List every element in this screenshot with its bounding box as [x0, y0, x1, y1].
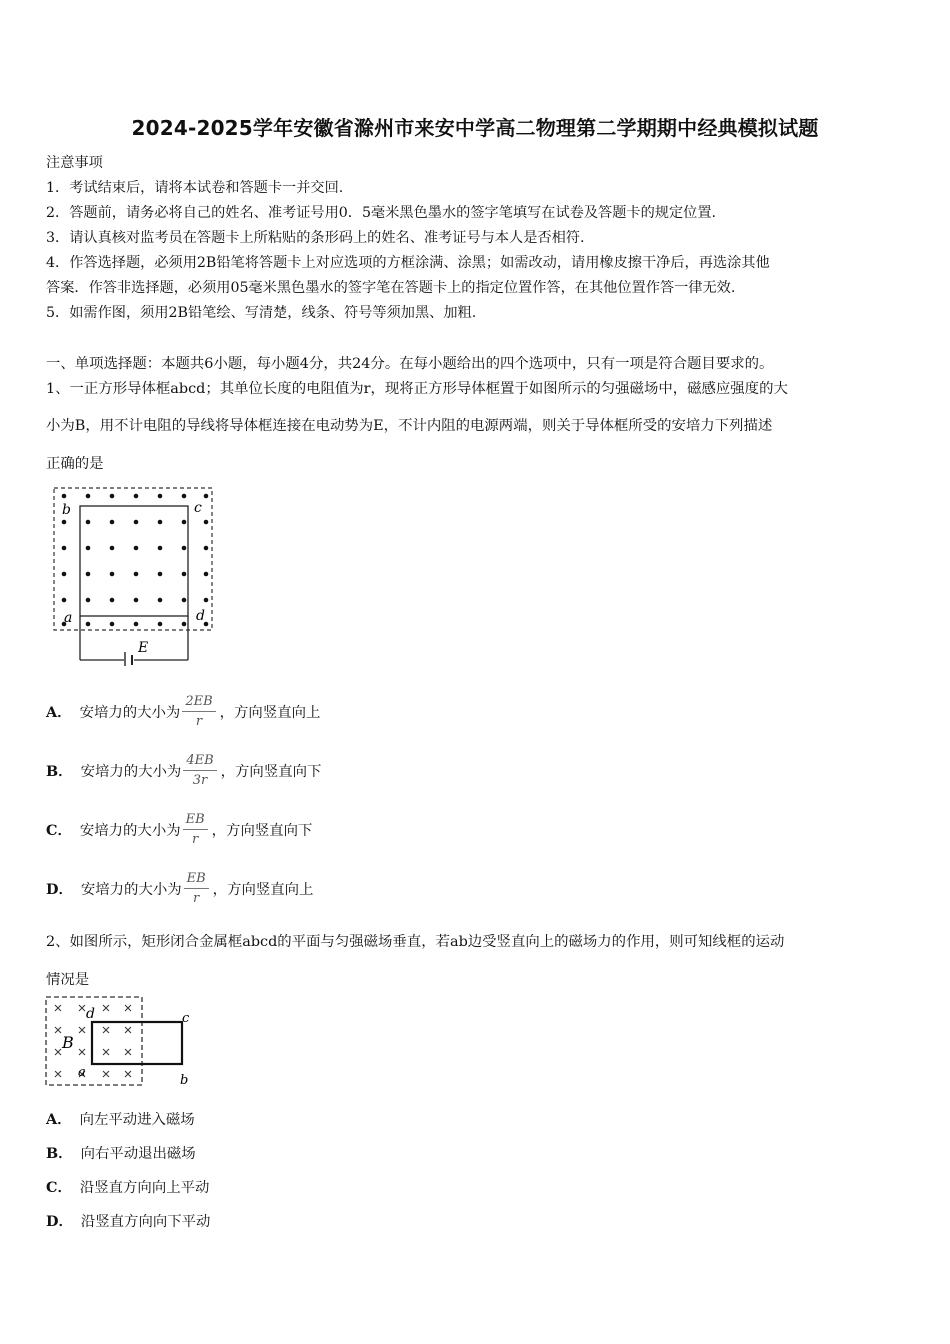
- option-suffix: ，方向竖直向上: [219, 705, 321, 721]
- fraction-denominator: r: [195, 714, 203, 729]
- fraction-numerator: 2EB: [182, 694, 215, 712]
- question-1-figure: [50, 484, 220, 666]
- fraction-numerator: 4EB: [183, 753, 216, 771]
- field-dot: [134, 572, 139, 577]
- label-d: d: [86, 1006, 95, 1022]
- field-cross: [125, 1027, 131, 1033]
- label-b: b: [180, 1073, 189, 1088]
- section-heading: 一、单项选择题：本题共6小题，每小题4分，共24分。在每小题给出的四个选项中，只有一项是符合题目要求的。: [46, 356, 774, 372]
- field-cross: [125, 1071, 131, 1077]
- field-dot: [110, 546, 115, 551]
- label-B: B: [62, 1033, 74, 1052]
- field-dot: [204, 520, 209, 525]
- field-cross: [103, 1005, 109, 1011]
- question-2-option-d[interactable]: [46, 1210, 210, 1231]
- label-c: c: [182, 1011, 190, 1026]
- field-dot: [86, 494, 91, 499]
- question-2-text: 情况是: [46, 972, 90, 988]
- label-d: d: [196, 608, 205, 624]
- field-cross: [55, 1005, 61, 1011]
- fraction: [182, 694, 215, 729]
- field-dot: [158, 598, 163, 603]
- field-dot: [110, 520, 115, 525]
- option-label: C．: [46, 822, 72, 839]
- field-dot: [158, 520, 163, 525]
- field-dot: [182, 546, 187, 551]
- option-label: B．: [46, 1145, 73, 1162]
- option-suffix: ，方向竖直向上: [212, 882, 314, 898]
- field-dot: [158, 546, 163, 551]
- field-dot: [86, 520, 91, 525]
- field-dot: [110, 572, 115, 577]
- label-E: E: [138, 640, 149, 656]
- fraction-numerator: EB: [183, 812, 208, 830]
- field-cross: [79, 1027, 85, 1033]
- field-dot: [182, 598, 187, 603]
- option-label: A．: [46, 704, 72, 721]
- notice-item: 答案．作答非选择题，必须用05毫米黑色墨水的签字笔在答题卡上的指定位置作答，在其他位置作答一律无效.: [46, 280, 736, 296]
- page-title: 2024-2025学年安徽省滁州市来安中学高二物理第二学期期中经典模拟试题: [131, 116, 819, 140]
- option-text: 向左平动进入磁场: [79, 1112, 195, 1128]
- option-prefix: 安培力的大小为: [79, 823, 181, 839]
- field-dot: [62, 546, 67, 551]
- field-cross: [79, 1049, 85, 1055]
- option-label: B．: [46, 763, 73, 780]
- option-label: D．: [46, 1213, 73, 1230]
- fraction: [183, 753, 216, 788]
- field-dot: [86, 598, 91, 603]
- option-prefix: 安培力的大小为: [79, 705, 181, 721]
- field-dot: [182, 572, 187, 577]
- label-b: b: [62, 502, 71, 518]
- question-1-text: 小为B，用不计电阻的导线将导体框连接在电动势为E，不计内阻的电源两端，则关于导体框所受的安培力下列描述: [46, 418, 773, 434]
- question-1-text: 1、一正方形导体框abcd；其单位长度的电阻值为r，现将正方形导体框置于如图所示的匀强磁场中，磁感应强度的大: [46, 381, 788, 397]
- field-cross: [55, 1049, 61, 1055]
- question-2-text: 2、如图所示，矩形闭合金属框abcd的平面与匀强磁场垂直，若ab边受竖直向上的磁场力的作用，则可知线框的运动: [46, 934, 785, 950]
- field-dot: [86, 622, 91, 627]
- field-dot: [182, 622, 187, 627]
- label-c: c: [194, 500, 202, 516]
- field-dot: [182, 520, 187, 525]
- field-dot: [62, 572, 67, 577]
- option-text: 沿竖直方向向下平动: [80, 1214, 211, 1230]
- field-cross: [125, 1049, 131, 1055]
- fraction: [184, 871, 209, 906]
- field-dot: [86, 572, 91, 577]
- field-cross: [103, 1049, 109, 1055]
- fraction-numerator: EB: [184, 871, 209, 889]
- field-dot: [134, 546, 139, 551]
- label-a: a: [78, 1065, 86, 1080]
- notice-item: 2．答题前，请务必将自己的姓名、准考证号用0．5毫米黑色墨水的签字笔填写在试卷及答题卡的规定位置.: [46, 205, 717, 221]
- field-dot: [134, 520, 139, 525]
- option-prefix: 安培力的大小为: [80, 882, 182, 898]
- field-cross: [55, 1071, 61, 1077]
- field-dot: [134, 494, 139, 499]
- field-dot: [62, 598, 67, 603]
- field-dot: [182, 494, 187, 499]
- field-cross: [125, 1005, 131, 1011]
- field-dot: [110, 598, 115, 603]
- field-dot: [158, 572, 163, 577]
- fraction-denominator: r: [193, 891, 200, 906]
- field-cross: [79, 1005, 85, 1011]
- field-cross: [103, 1027, 109, 1033]
- fraction-denominator: 3r: [192, 773, 208, 788]
- question-2-option-c[interactable]: [46, 1176, 209, 1197]
- field-dot: [204, 546, 209, 551]
- field-dot: [158, 622, 163, 627]
- fraction-denominator: r: [192, 832, 199, 847]
- question-1-option-d[interactable]: [46, 871, 313, 906]
- notice-item: 3．请认真核对监考员在答题卡上所粘贴的条形码上的姓名、准考证号与本人是否相符.: [46, 230, 585, 246]
- field-dot: [204, 598, 209, 603]
- question-1-text: 正确的是: [46, 456, 104, 472]
- field-dot: [86, 546, 91, 551]
- fraction: [183, 812, 208, 847]
- field-dot: [158, 494, 163, 499]
- notice-item: 1．考试结束后，请将本试卷和答题卡一并交回.: [46, 180, 344, 196]
- question-2-option-b[interactable]: [46, 1142, 196, 1163]
- notice-heading: 注意事项: [46, 155, 103, 171]
- field-cross: [103, 1071, 109, 1077]
- option-text: 沿竖直方向向上平动: [79, 1180, 210, 1196]
- question-1-option-a[interactable]: [46, 694, 320, 729]
- field-dot: [134, 598, 139, 603]
- option-suffix: ，方向竖直向下: [220, 764, 322, 780]
- field-dot: [62, 494, 67, 499]
- field-dot: [204, 572, 209, 577]
- notice-item: 5．如需作图，须用2B铅笔绘、写清楚，线条、符号等须加黑、加粗.: [46, 305, 477, 321]
- field-cross: [55, 1027, 61, 1033]
- option-label: D．: [46, 881, 73, 898]
- option-prefix: 安培力的大小为: [80, 764, 182, 780]
- field-dot: [62, 520, 67, 525]
- field-dot: [110, 494, 115, 499]
- option-label: C．: [46, 1179, 72, 1196]
- field-dot: [204, 494, 209, 499]
- notice-item: 4．作答选择题，必须用2B铅笔将答题卡上对应选项的方框涂满、涂黑；如需改动，请用橡皮擦干净后，再选涂其他: [46, 255, 770, 271]
- question-1-option-c[interactable]: [46, 812, 312, 847]
- label-a: a: [64, 610, 73, 626]
- question-2-figure: [42, 994, 202, 1090]
- question-2-option-a[interactable]: [46, 1108, 195, 1129]
- question-1-option-b[interactable]: [46, 753, 321, 788]
- field-dot: [110, 622, 115, 627]
- option-suffix: ，方向竖直向下: [211, 823, 313, 839]
- field-dot: [134, 622, 139, 627]
- option-text: 向右平动退出磁场: [80, 1146, 196, 1162]
- option-label: A．: [46, 1111, 72, 1128]
